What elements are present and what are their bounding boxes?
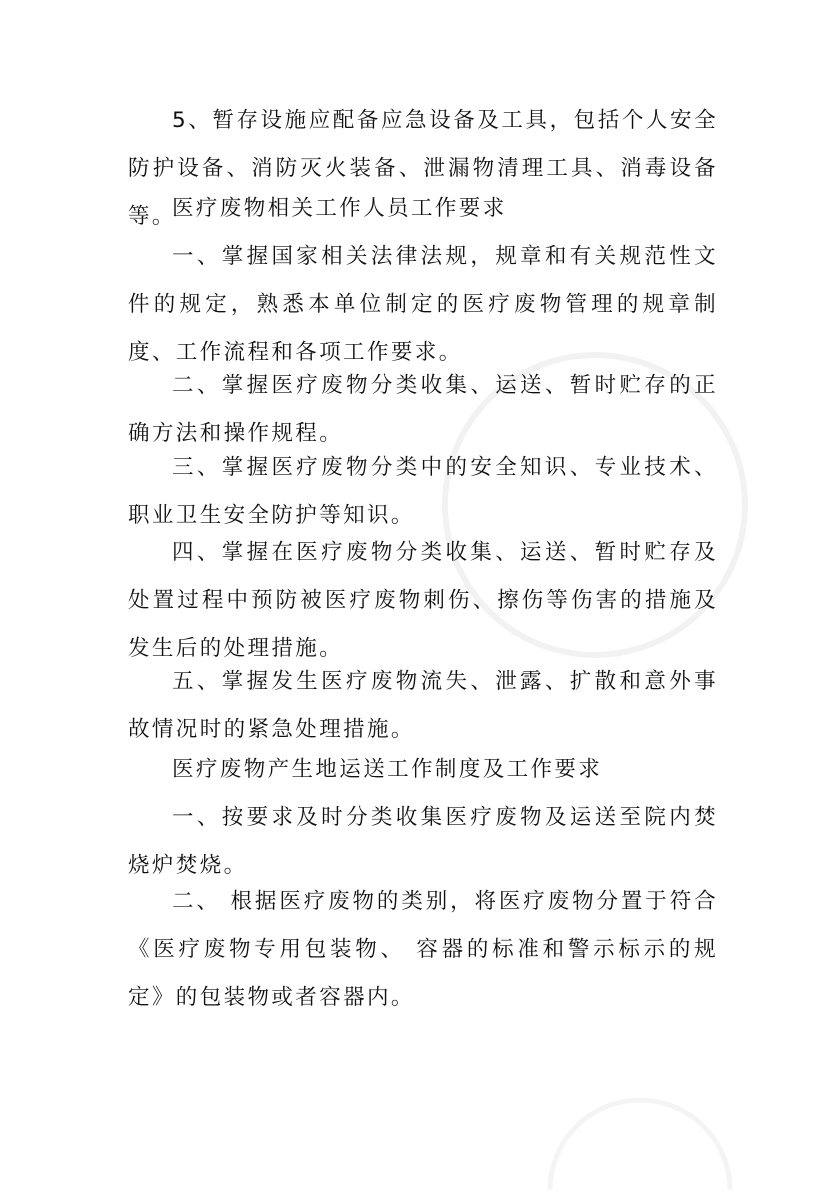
watermark-ring-icon-bottom (540, 1090, 740, 1190)
paragraph-transport-req-1: 一、按要求及时分类收集医疗废物及运送至院内焚烧炉焚烧。 (128, 805, 718, 878)
paragraph-staff-req-5: 五、掌握发生医疗废物流失、泄露、扩散和意外事故情况时的紧急处理措施。 (128, 669, 718, 742)
paragraph-staff-req-3: 三、掌握医疗废物分类中的安全知识、专业技术、职业卫生安全防护等知识。 (128, 455, 718, 528)
watermark-logo-bottom (540, 1090, 740, 1190)
paragraph-staff-req-2: 二、掌握医疗废物分类收集、运送、暂时贮存的正确方法和操作规程。 (128, 373, 718, 446)
paragraph-emergency-equipment: 5、暂存设施应配备应急设备及工具，包括个人安全防护设备、消防灭火装备、泄漏物清理工具、消毒设备等。 (128, 108, 718, 229)
section-heading-transport-rules: 医疗废物产生地运送工作制度及工作要求 (172, 757, 603, 782)
paragraph-transport-req-2: 二、 根据医疗废物的类别，将医疗废物分置于符合《医疗废物专用包装物、 容器的标准和警示标示的规定》的包装物或者容器内。 (128, 889, 718, 1010)
paragraph-staff-req-1: 一、掌握国家相关法律法规，规章和有关规范性文件的规定，熟悉本单位制定的医疗废物管理的规章制度、工作流程和各项工作要求。 (128, 244, 718, 365)
section-heading-staff-requirements: 医疗废物相关工作人员工作要求 (172, 196, 507, 221)
paragraph-staff-req-4: 四、掌握在医疗废物分类收集、运送、暂时贮存及处置过程中预防被医疗废物刺伤、擦伤等伤害的措施及发生后的处理措施。 (128, 540, 718, 661)
